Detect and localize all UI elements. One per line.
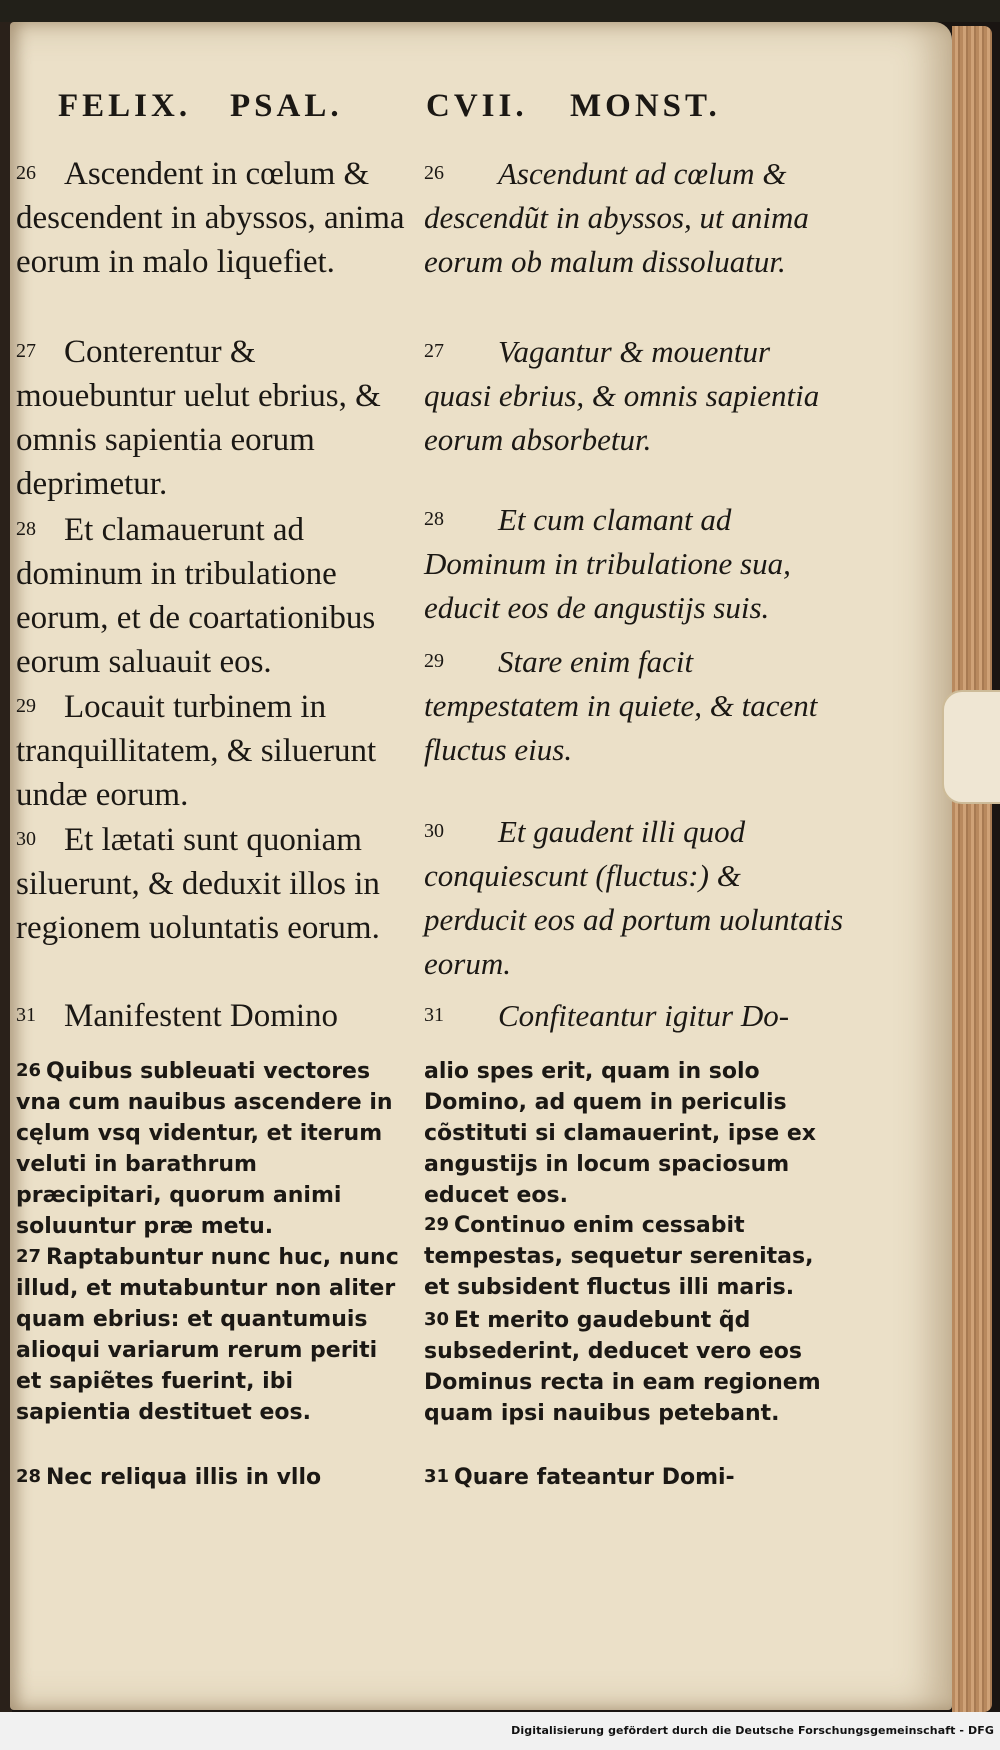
right-verse-27 bbox=[424, 330, 844, 462]
right-verse-31 bbox=[424, 994, 844, 1038]
verse-number: 26 bbox=[424, 162, 444, 184]
right-verse-28 bbox=[424, 498, 844, 630]
verse-number: 31 bbox=[424, 1004, 444, 1026]
left-verse-31 bbox=[16, 994, 416, 1038]
gloss-number: 30 bbox=[424, 1309, 450, 1330]
gloss-text: Et merito gaudebunt q̃d subsederint, deducet vero eos Dominus recta in eam regionem quam ipsi nauibus petebant. bbox=[424, 1308, 821, 1426]
verse-number: 29 bbox=[16, 695, 36, 717]
right-verse-30 bbox=[424, 810, 844, 986]
left-verse-27 bbox=[16, 330, 416, 506]
gloss-text: Quibus subleuati vectores vna cum nauibus ascendere in cęlum vsq videntur, et iterum veluti in barathrum præcipitari, quorum animi soluuntur præ metu. bbox=[16, 1059, 393, 1239]
verse-number: 28 bbox=[424, 508, 444, 530]
header-cvii: CVII. bbox=[426, 88, 528, 124]
book-fore-edge bbox=[952, 26, 992, 1712]
verse-text: Confiteantur igitur Do- bbox=[498, 998, 790, 1033]
verse-text: Et clamauerunt ad dominum in tribulatione eorum, et de coartationibus eorum saluauit eos. bbox=[16, 512, 376, 680]
verse-text: Conterentur & mouebuntur uelut ebrius, & omnis sapientia eorum deprimetur. bbox=[16, 334, 381, 502]
verse-text: Et gaudent illi quod conquiescunt (fluctus:) & perducit eos ad portum uoluntatis eorum. bbox=[424, 814, 844, 981]
scan-background-top bbox=[0, 0, 1000, 22]
verse-text: Et lætati sunt quoniam siluerunt, & deduxit illos in regionem uoluntatis eorum. bbox=[16, 822, 380, 946]
header-psal: PSAL. bbox=[230, 88, 343, 124]
gloss-right-31 bbox=[424, 1462, 824, 1493]
gloss-number: 31 bbox=[424, 1466, 450, 1487]
gloss-text: Quare fateantur Domi- bbox=[454, 1465, 735, 1490]
verse-number: 30 bbox=[16, 828, 36, 850]
verse-number: 26 bbox=[16, 162, 36, 184]
right-verse-26 bbox=[424, 152, 844, 284]
gloss-text: alio spes erit, quam in solo Domino, ad quem in periculis cõstituti si clamauerint, ipse ex angustijs in locum spaciosum educet eos. bbox=[424, 1059, 816, 1208]
verse-text: Stare enim facit tempestatem in quiete, & tacent fluctus eius. bbox=[424, 644, 818, 767]
verse-text: Locauit turbinem in tranquillitatem, & siluerunt undæ eorum. bbox=[16, 689, 377, 813]
verse-number: 29 bbox=[424, 650, 444, 672]
gloss-right-30 bbox=[424, 1305, 824, 1429]
verse-text: Manifestent Domino bbox=[64, 998, 339, 1034]
header-monst: MONST. bbox=[570, 88, 721, 124]
gloss-text: Nec reliqua illis in vllo bbox=[46, 1465, 322, 1490]
verse-number: 28 bbox=[16, 518, 36, 540]
verse-number: 31 bbox=[16, 1004, 36, 1026]
gloss-left-26 bbox=[16, 1056, 401, 1242]
gloss-left-28 bbox=[16, 1462, 401, 1493]
verse-number: 27 bbox=[16, 340, 36, 362]
gloss-number: 27 bbox=[16, 1246, 42, 1267]
left-verse-28 bbox=[16, 508, 416, 684]
header-felix: FELIX. bbox=[58, 88, 192, 124]
gloss-number: 28 bbox=[16, 1466, 42, 1487]
gloss-text: Continuo enim cessabit tempestas, sequetur serenitas, et subsident fluctus illi maris. bbox=[424, 1213, 814, 1300]
gloss-text: Raptabuntur nunc huc, nunc illud, et mutabuntur non aliter quam ebrius: et quantumuis alioqui variarum rerum periti et sapiẽtes fuerint, ibi sapientia destituet eos. bbox=[16, 1245, 399, 1425]
right-verse-29 bbox=[424, 640, 844, 772]
verse-number: 27 bbox=[424, 340, 444, 362]
verse-text: Vagantur & mouentur quasi ebrius, & omnis sapientia eorum absorbetur. bbox=[424, 334, 820, 457]
verse-number: 30 bbox=[424, 820, 444, 842]
digitization-credit: Digitalisierung gefördert durch die Deutsche Forschungsgemeinschaft - DFG bbox=[511, 1724, 994, 1737]
gloss-right-29 bbox=[424, 1210, 824, 1303]
gloss-number: 29 bbox=[424, 1214, 450, 1235]
left-verse-30 bbox=[16, 818, 416, 950]
gloss-left-27 bbox=[16, 1242, 401, 1428]
verse-text: Et cum clamant ad Dominum in tribulatione sua, educit eos de angustijs suis. bbox=[424, 502, 791, 625]
page-tab-marker bbox=[942, 690, 1000, 804]
gloss-number: 26 bbox=[16, 1060, 42, 1081]
verse-text: Ascendunt ad cœlum & descendũt in abyssos, ut anima eorum ob malum dissoluatur. bbox=[424, 156, 809, 279]
left-verse-29 bbox=[16, 685, 416, 817]
gloss-right-continuation bbox=[424, 1056, 824, 1211]
left-verse-26 bbox=[16, 152, 416, 284]
verse-text: Ascendent in cœlum & descendent in abyssos, anima eorum in malo liquefiet. bbox=[16, 156, 405, 280]
